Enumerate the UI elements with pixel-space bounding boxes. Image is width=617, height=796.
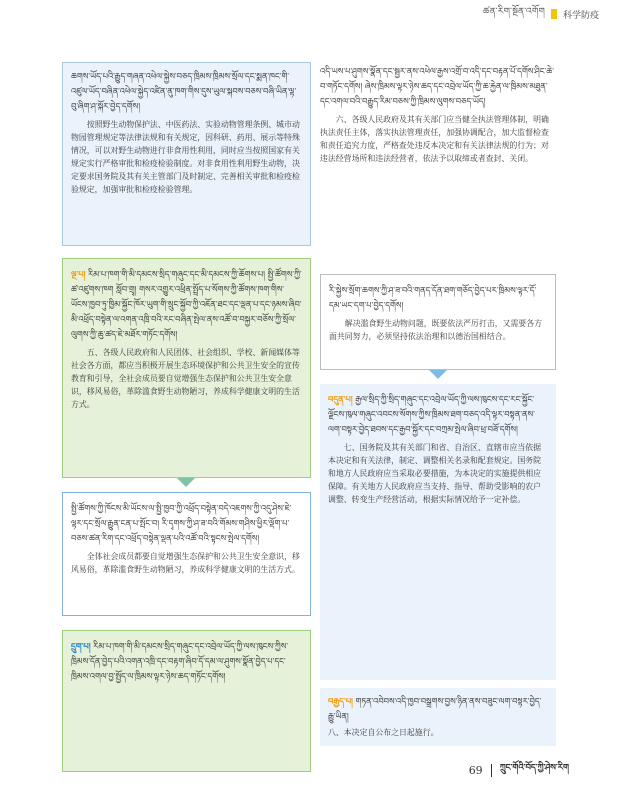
left-box-2-tibetan	[71, 267, 302, 342]
right-block-4-tibetan	[328, 694, 548, 724]
left-box-3	[62, 492, 311, 616]
header-accent-bar	[551, 9, 557, 19]
footer-divider	[491, 764, 492, 777]
right-box-2	[320, 274, 556, 370]
right-block-1-tibetan: འདི་ཡས་པ་ཤུགས་སྣོན་དང་སྦྱར་ནས་འཕེལ་རྒྱས་འགྲོ་བ་འདི་དང་བརྟན་པོ་དགོས་ཤིང་ཆེ་བ་གཏོང་དགོས། ཞེས་ཁྲིམས་ལྟར་ཉེས་ཆད་དང་འབྲེལ་ཡོད་ཀྱི་ཆ་རྐྱེན་ལ་ཁྲིམས་མཐུན་དང་འགལ་བའི་བརྒྱུད་རིམ་བཅས་ཀྱི་ཁྲིམས་ལུགས་བཅད་ཡོད།	[320, 66, 554, 106]
right-block-4-chinese: 八、本决定自公布之日起施行。	[328, 728, 439, 737]
left-box-2-tibetan-text: རིམ་པ་ཁག་གི་མི་དམངས་སྲིད་གཞུང་དང་མི་དམངས་ཀྱི་ཆོགས་པ། སྤྱི་ཚོགས་ཀྱི་ཚ་འཛུགས་ཁག སློབ་གྲྭ། གསར་འགྱུར་འཕྲིན་སྤྲོད་པ་སོགས་ཀྱི་ཚོགས་ཁག་གིས་ཡོངས་ཁྱབ་ཏུ་ཁྱིམ་སྐྱོང་ཁོར་ཡུག་གི་སྲུང་སྐྱོབ་ཀྱི་འཇོན་ཐང་དང་ལྡན་པ་དང་ཉམས་ཞིབ་མི་འཕྲོད་བསྟེན་ལ་འགན་འཁྲི་བའི་རང་བཞིན་སྤེལ་ནས་འཚོ་བ་བསྐྱར་བཅོས་ཀྱི་སྲོལ་ལུགས་ཀྱི་ཆུ་ཚད་ཇེ་མཐོར་གཏོང་དགོས།	[71, 269, 302, 339]
page-header	[483, 6, 599, 22]
right-block-3-tibetan-text: རྒྱལ་སྲིད་ཀྱི་སྲིད་གཞུང་དང་འབྲེལ་ཡོད་ཀྱི་ལས་ཁུངས་དང་རང་སྐྱོང་ལྗོངས་ཁུལ་གཞུང་འབངས་སོགས་ཀྱིས་ཁྲིམས་ཐག་བཅད་འདི་ལྟར་བསྟན་ནས་ལག་བསྟར་བྱེད་ཐབས་དང་རྒྱབ་སྐྱོར་དང་བཀྲམ་སྤེལ་ཞིབ་ཕྲ་བཟོ་དགོས།	[328, 394, 535, 434]
left-box-1-chinese: 按照野生动物保护法、中医药法、实验动物管理条例、城市动物园管理规定等法律法规和有关规定，因科研、药用、展示等特殊情况，可以对野生动物进行非食用性利用，同时应当按照国家有关规定实行严格审批和检疫检验制度。对非食用性利用野生动物，决定要求国务院及其有关主管部门及时制定、完善相关审批和检疫检验规定，加强审批和检疫检验管理。	[71, 120, 300, 194]
page-number: 69	[468, 764, 483, 777]
right-block-3-label: བདུན་པ།	[328, 394, 353, 404]
right-block-4-tibetan-text: གཏན་འབེབས་འདི་ཁྱབ་བསྒྲགས་བྱས་ཉིན་ནས་བཟུང་ལག་བསྟར་བྱེད་རྒྱུ་ཡིན།	[328, 696, 542, 721]
right-block-4	[320, 688, 556, 746]
right-block-4-label: བརྒྱད་པ།	[328, 696, 353, 706]
left-box-3-chinese: 全体社会成员都要自觉增强生态保护和公共卫生安全意识，移风易俗，革除滥食野生动物陋习，养成科学健康文明的生活方式。	[71, 552, 300, 574]
header-section-title: 科学防疫	[562, 10, 599, 21]
left-box-1-tibetan: ཆགས་ཡོད་པའི་རྒྱུད་གཞན་འཕེལ་སྐྱེས་བཅད་ཁྲིམས་ཁྲིམས་སྲོལ་དང་སྨན་ཁང་གི་འཛུལ་ཡོད་བཞིན་འཕེལ་སྐྱེད་འཛིན་ནུ་ཁག་གིས་དུས་ཡུལ་སྐབས་བཅས་བཞི་ཡིན་ལྟ་བུ་ཞིག་ཤ་སྐོར་བྱེད་དགོས།	[71, 71, 297, 111]
left-box-4-label: དྲུག་པ།	[71, 641, 91, 651]
left-box-4-tibetan-text: རིམ་པ་ཁག་གི་མི་དམངས་སྲིད་གཞུང་དང་འབྲེལ་ཡོད་ཀྱི་ལས་ཁུངས་ཀྱིས་ཁྲིམས་དོན་བྱེད་པའི་འགན་འཁྲི་དང་བརྟག་ཞིབ་དོ་དམ་ལ་ཤུགས་སྣོན་བྱེད་པ་དང་ཁྲིམས་འགལ་བྱ་སྤྱོད་ལ་ཁྲིམས་ལྟར་ཉེས་ཆད་གཏོང་དགོས།	[71, 641, 289, 681]
right-block-1-chinese: 六、各级人民政府及其有关部门应当健全执法管理体制，明确执法责任主体，落实执法管理责任，加强协调配合，加大监督检查和责任追究力度，严格查处违反本决定和有关法律法规的行为；对违法经营场所和违法经营者，依法予以取缔或者查封、关闭。	[320, 115, 549, 163]
left-box-2	[62, 258, 311, 478]
left-arrow	[177, 478, 195, 487]
left-box-2-label: ལྔ་པ།	[71, 269, 86, 279]
right-block-3-chinese: 七、国务院及其有关部门和省、自治区、直辖市应当依据本决定和有关法律，制定、调整相关名录和配套规定。国务院和地方人民政府应当采取必要措施，为本决定的实施提供相应保障。有关地方人民政府应当支持、指导、帮助受影响的农户调整、转变生产经营活动，根据实际情况给予一定补偿。	[328, 443, 542, 504]
right-block-3	[320, 384, 556, 680]
left-box-4-tibetan	[71, 639, 302, 684]
journal-name: ཀྲུང་གོའི་བོད་ཀྱི་ཤེས་རིག	[499, 763, 569, 773]
left-box-2-chinese: 五、各级人民政府和人民团体、社会组织、学校、新闻媒体等社会各方面，都应当积极开展生态环境保护和公共卫生安全的宣传教育和引导，全社会成员要自觉增强生态保护和公共卫生安全意识，移风易俗，革除滥食野生动物陋习，养成科学健康文明的生活方式。	[71, 348, 300, 409]
right-box-2-tibetan: རི་སྐྱེས་སྲོག་ཆགས་ཀྱི་ཤ་ཟ་བའི་གནད་དོན་ཐག་གཅོད་བྱེད་པར་ཁྲིམས་ལྟར་དོ་དམ་ཡང་དག་པ་བྱེད་དགོས།	[329, 285, 537, 310]
page-footer	[469, 759, 569, 782]
left-box-1	[62, 62, 311, 246]
left-box-4	[62, 630, 311, 772]
right-box-2-chinese: 解决滥食野生动物问题，既要依法严厉打击，又需要各方面共同努力，必须坚持依法治理和以德治国相结合。	[329, 319, 543, 341]
right-block-1	[320, 64, 556, 264]
right-block-3-tibetan	[328, 392, 548, 437]
left-box-3-tibetan: སྤྱི་ཚོགས་ཀྱི་ཁོངས་མི་ཡོངས་ལ་སྤྱི་ཁྱབ་ཀྱི་འཕྲོད་བསྟེན་བདེ་འཇགས་ཀྱི་འདུ་ཤེས་ཇེ་ལྟར་དང་སྲོལ་རྒྱུན་ངན་པ་སྤོང་བ། རི་དྭགས་ཀྱི་ཤ་ཟ་བའི་གོམས་གཤིས་ཕྱིར་ལྡོག་པ་བཅས་ཚན་རིག་དང་འཕྲོད་བསྟེན་ལྡན་པའི་འཚོ་བའི་སྟངས་སྤེལ་དགོས།	[71, 503, 292, 543]
right-arrow	[429, 370, 447, 379]
header-tibetan: ཚན་རིག་སྔོན་འགོག	[482, 6, 545, 17]
